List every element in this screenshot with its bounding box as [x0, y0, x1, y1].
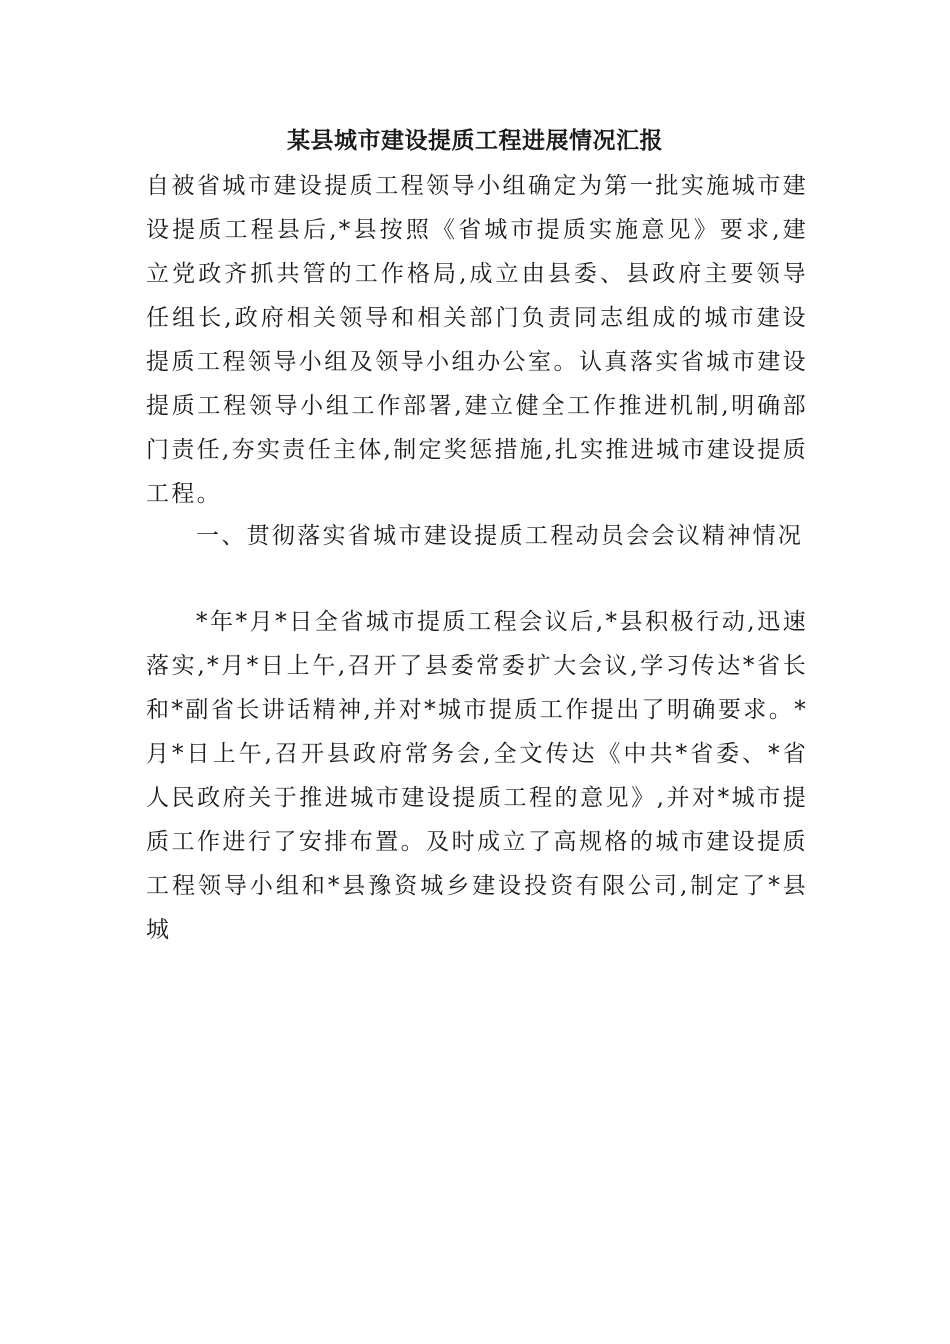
- paragraph-intro: 自被省城市建设提质工程领导小组确定为第一批实施城市建设提质工程县后,*县按照《省城市提质实施意见》要求,建立党政齐抓共管的工作格局,成立由县委、县政府主要领导任组长,政府相关领导和相关部门负责同志组成的城市建设提质工程领导小组及领导小组办公室。认真落实省城市建设提质工程领导小组工作部署,建立健全工作推进机制,明确部门责任,夯实责任主体,制定奖惩措施,扎实推进城市建设提质工程。: [146, 173, 808, 507]
- paragraph-section-1: *年*月*日全省城市提质工程会议后,*县积极行动,迅速落实,*月*日上午,召开了县委常委扩大会议,学习传达*省长和*副省长讲话精神,并对*城市提质工作提出了明确要求。*月*日上午,召开县政府常务会,全文传达《中共*省委、*省人民政府关于推进城市建设提质工程的意见》,并对*城市提质工作进行了安排布置。及时成立了高规格的城市建设提质工程领导小组和*县豫资城乡建设投资有限公司,制定了*县城: [146, 609, 808, 943]
- document-title: 某县城市建设提质工程进展情况汇报: [287, 128, 663, 154]
- section-heading-1: 一、贯彻落实省城市建设提质工程动员会会议精神情况: [196, 523, 804, 549]
